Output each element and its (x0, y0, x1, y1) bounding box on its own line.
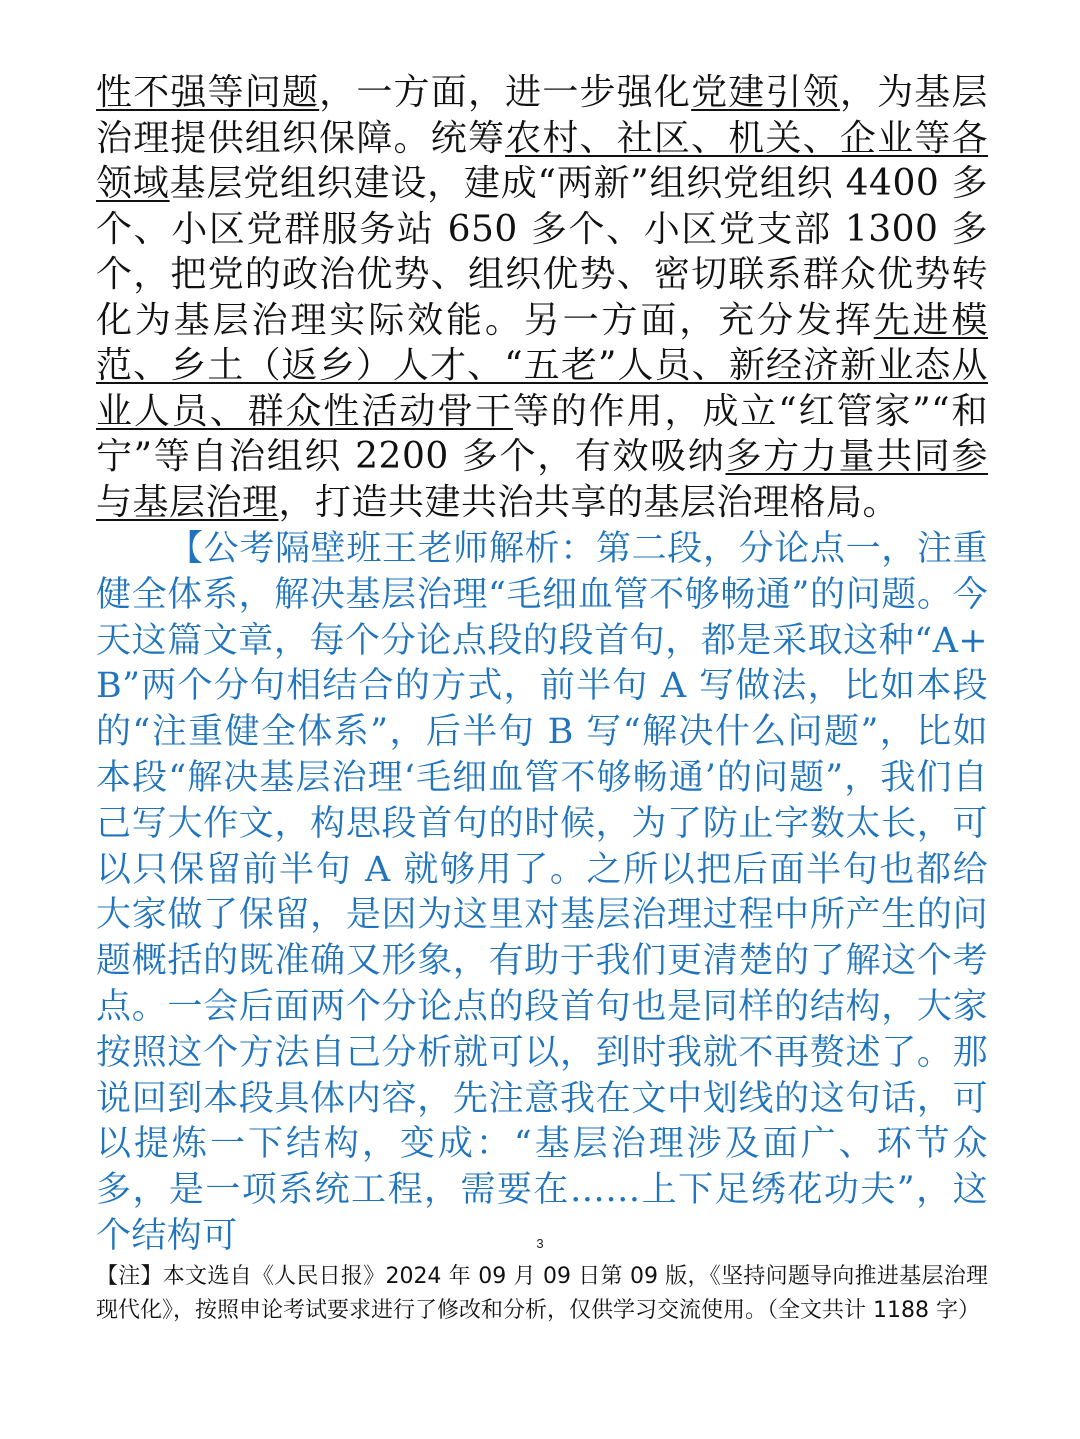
document-page (96, 70, 988, 1260)
text-run: ，打造共建共治共享的基层治理格局。 (278, 481, 900, 523)
underlined-phrase: 农村、社区、机关、企业等各领域 (96, 117, 988, 204)
underlined-phrase: 多方力量共同参与基层治理 (96, 436, 988, 523)
article-paragraph (96, 70, 988, 525)
source-note: 【注】本文选自《人民日报》2024 年 09 月 09 日第 09 版，《坚持问题导向推进基层治理现代化》，按照申论考试要求进行了修改和分析，仅供学习交流使用。（全文共计 1188 字） (96, 1264, 988, 1323)
page-number: 3 (536, 1236, 544, 1251)
underlined-phrase: 性不强等问题 (96, 72, 320, 113)
teacher-analysis: 【公考隔壁班王老师解析：第二段，分论点一，注重健全体系，解决基层治理“毛细血管不够畅通”的问题。今天这篇文章，每个分论点段的段首句，都是采取这种“A+B”两个分句相结合的方式，前半句 A 写做法，比如本段的“注重健全体系”，后半句 B 写“解决什么问题”，比如本段“解决基层治理‘毛细血管不够畅通’的问题”，我们自己写大作文，构思段首句的时候，为了防止字数太长，可以只保留前半句 A 就够用了。之所以把后面半句也都给大家做了保留，是因为这里对基层治理过程中所产生的问题概括的既准确又形象，有助于我们更清楚的了解这个考点。一会后面两个分论点的段首句也是同样的结构，大家按照这个方法自己分析就可以，到时我就不再赘述了。那说回到本段具体内容，先注意我在文中划线的这句话，可以提炼一下结构，变成：“基层治理涉及面广、环节众多，是一项系统工程，需要在……上下足绣花功夫”，这个结构可 (96, 529, 988, 1256)
underlined-phrase: 先进模范、乡土（返乡）人才、“五老”人员、新经济新业态从业人员、群众性活动骨干 (96, 299, 988, 432)
text-run: 基层党组织建设，建成“两新”组织党组织 4400 多个、小区党群服务站 650 多个、小区党支部 1300 多个，把党的政治优势、组织优势、密切联系群众优势转化为基层治理实际效能。另一方面，充分发挥 (96, 163, 988, 341)
text-run: ，为基层治理提供组织保障。统筹 (96, 72, 988, 159)
text-run: ，一方面，进一步强化 (319, 72, 692, 113)
underlined-phrase: 党建引领 (691, 72, 840, 113)
text-run: 等的作用，成立“红管家”“和宁”等自治组织 2200 多个，有效吸纳 (96, 390, 988, 477)
